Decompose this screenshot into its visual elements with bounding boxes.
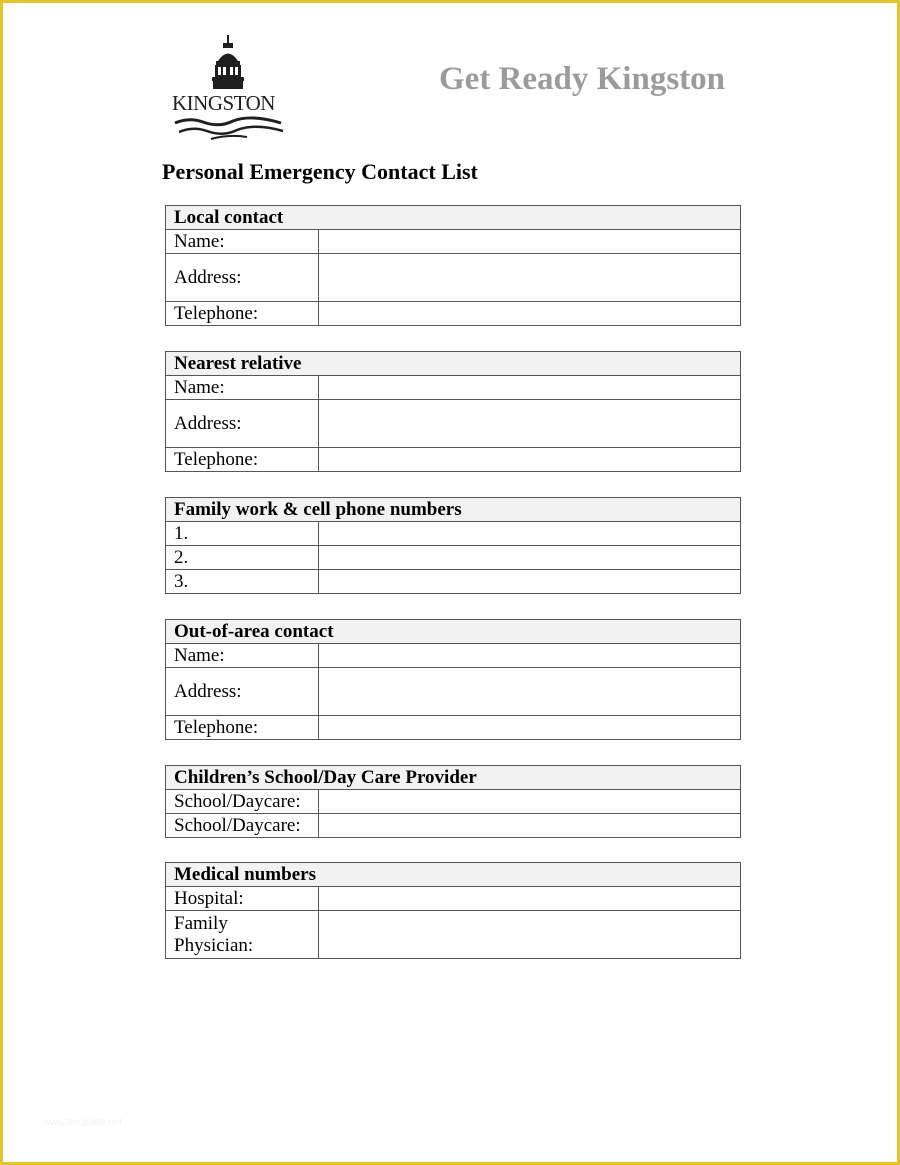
- school-entry-field[interactable]: [319, 814, 741, 838]
- address-entry-field[interactable]: [319, 668, 741, 716]
- physician-entry-field[interactable]: [319, 911, 741, 959]
- local-contact-table: [165, 205, 741, 326]
- field-label: Name:: [166, 644, 319, 668]
- family-numbers-table: [165, 497, 741, 594]
- watermark: www.template.net: [43, 1117, 122, 1128]
- field-label: Name:: [166, 230, 319, 254]
- section-header: Family work & cell phone numbers: [166, 498, 741, 522]
- nearest-relative-table: [165, 351, 741, 472]
- address-entry-field[interactable]: [319, 400, 741, 448]
- physician-label-line1: Family: [174, 912, 228, 934]
- address-entry-field[interactable]: [319, 254, 741, 302]
- field-label: Telephone:: [166, 448, 319, 472]
- telephone-entry-field[interactable]: [319, 448, 741, 472]
- childcare-provider-table: [165, 765, 741, 838]
- field-label: Hospital:: [166, 887, 319, 911]
- medical-numbers-table: [165, 862, 741, 959]
- field-label: 1.: [166, 522, 319, 546]
- field-label: Address:: [166, 668, 319, 716]
- section-header: Out-of-area contact: [166, 620, 741, 644]
- section-header: Local contact: [166, 206, 741, 230]
- section-header: Medical numbers: [166, 863, 741, 887]
- section-header: Nearest relative: [166, 352, 741, 376]
- document-title: Personal Emergency Contact List: [162, 159, 478, 184]
- telephone-entry-field[interactable]: [319, 302, 741, 326]
- field-label: 3.: [166, 570, 319, 594]
- name-entry-field[interactable]: [319, 644, 741, 668]
- name-entry-field[interactable]: [319, 376, 741, 400]
- city-hall-dome-icon: [171, 33, 289, 143]
- phone-entry-field[interactable]: [319, 570, 741, 594]
- field-label: Address:: [166, 400, 319, 448]
- kingston-logo: [171, 33, 289, 143]
- physician-label-line2: Physician:: [174, 934, 254, 956]
- phone-entry-field[interactable]: [319, 522, 741, 546]
- hospital-entry-field[interactable]: [319, 887, 741, 911]
- field-label: Telephone:: [166, 716, 319, 740]
- field-label: School/Daycare:: [166, 790, 319, 814]
- telephone-entry-field[interactable]: [319, 716, 741, 740]
- school-entry-field[interactable]: [319, 790, 741, 814]
- field-label: Name:: [166, 376, 319, 400]
- field-label: 2.: [166, 546, 319, 570]
- page-heading: Get Ready Kingston: [439, 61, 726, 97]
- section-header: Children’s School/Day Care Provider: [166, 766, 741, 790]
- field-label: Telephone:: [166, 302, 319, 326]
- out-of-area-contact-table: [165, 619, 741, 740]
- field-label: School/Daycare:: [166, 814, 319, 838]
- field-label: [166, 911, 319, 959]
- field-label: Address:: [166, 254, 319, 302]
- phone-entry-field[interactable]: [319, 546, 741, 570]
- name-entry-field[interactable]: [319, 230, 741, 254]
- logo-wordmark: KINGSTON: [172, 91, 275, 115]
